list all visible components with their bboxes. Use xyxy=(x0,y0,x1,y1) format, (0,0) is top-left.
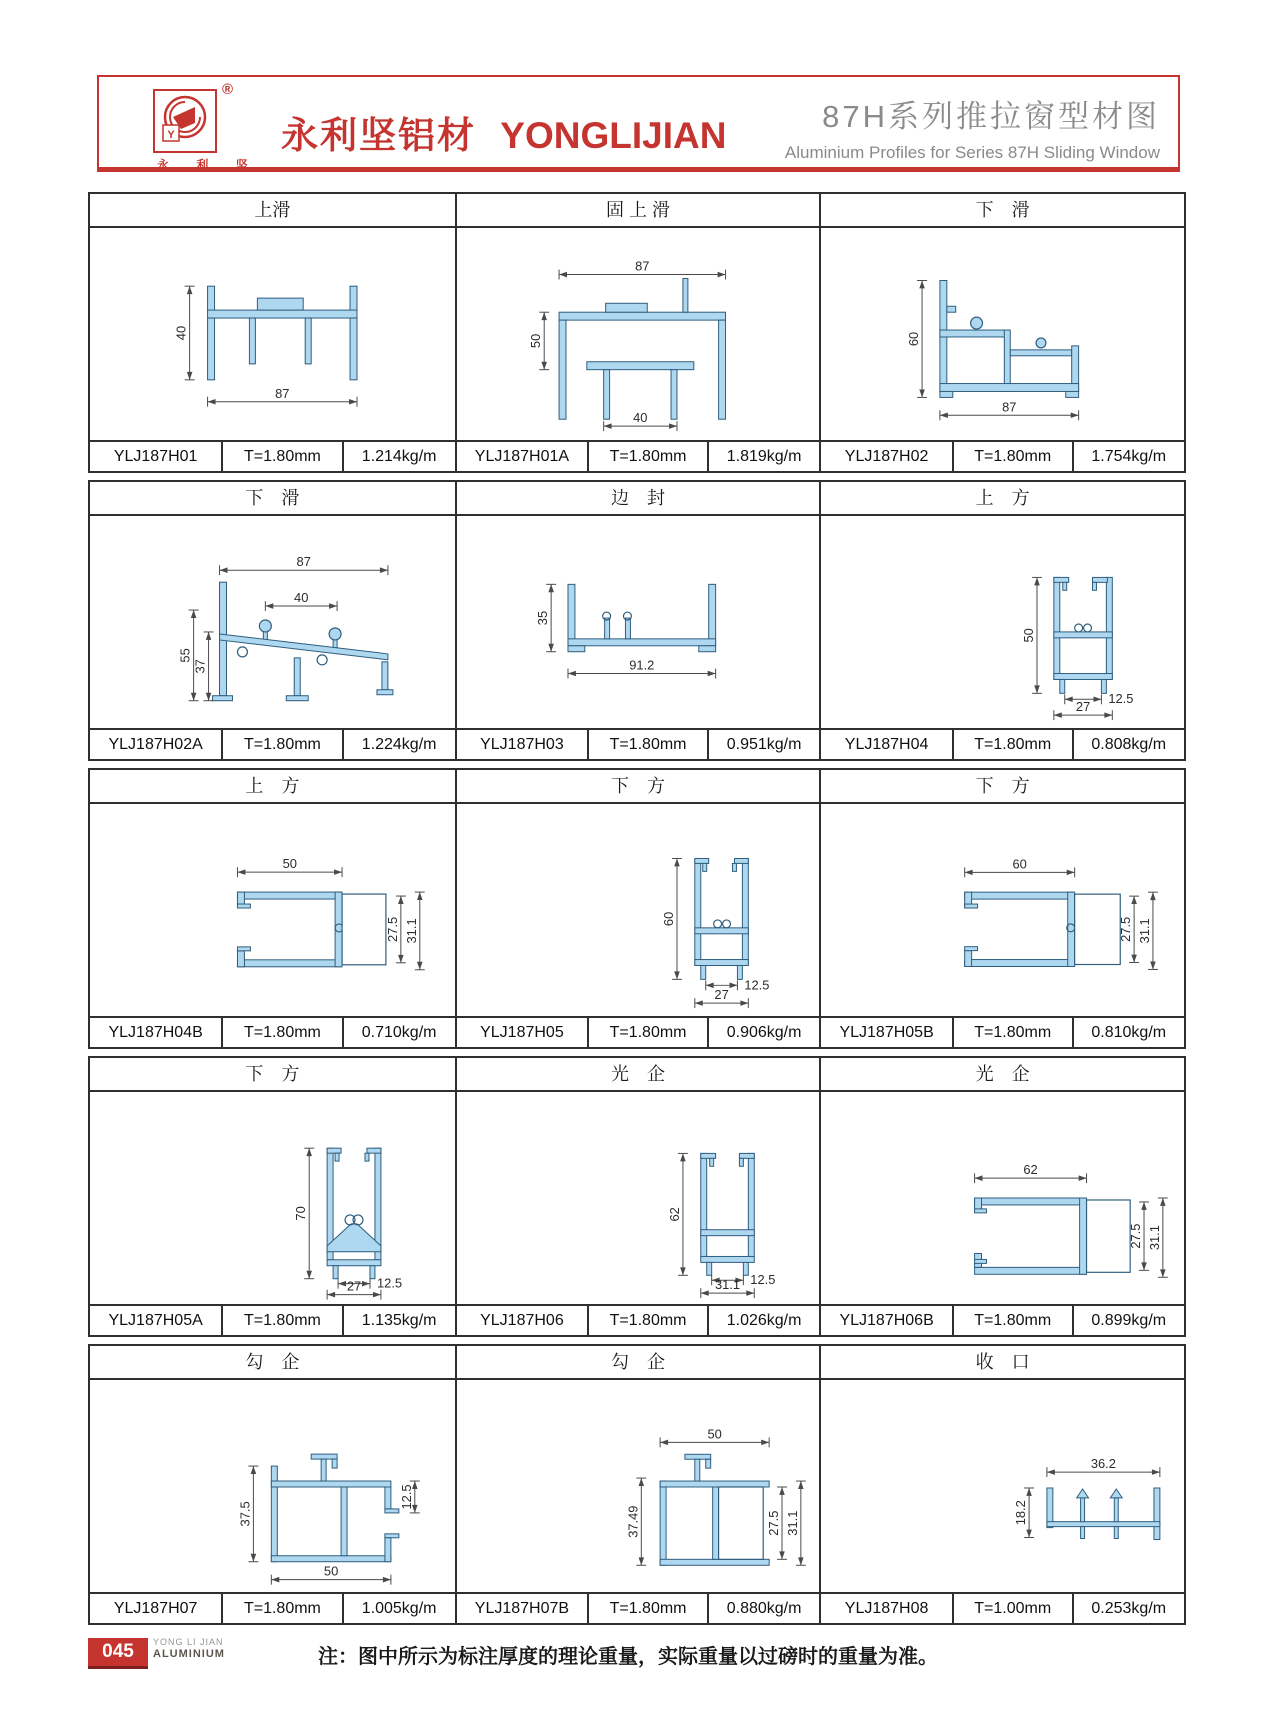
profile-cell-YLJ187H02 xyxy=(819,194,1184,471)
svg-text:27: 27 xyxy=(1076,699,1091,715)
svg-text:40: 40 xyxy=(632,410,648,426)
model-cell: YLJ187H06B xyxy=(839,1312,934,1329)
badge-brand-top: YONG LI JIAN xyxy=(153,1637,224,1647)
svg-text:31.1: 31.1 xyxy=(784,1510,800,1536)
profile-cell-YLJ187H01 xyxy=(90,194,455,471)
profile-cell-YLJ187H03 xyxy=(455,482,820,759)
thickness-cell: T=1.80mm xyxy=(587,1306,707,1335)
svg-text:27.5: 27.5 xyxy=(765,1510,781,1536)
model-cell: YLJ187H02A xyxy=(108,736,203,753)
profile-drawing xyxy=(821,228,1184,440)
thickness-cell: T=1.00mm xyxy=(952,1594,1072,1623)
weight-cell: 0.253kg/m xyxy=(1072,1594,1184,1623)
profile-drawing-area xyxy=(457,228,820,440)
profile-row xyxy=(88,192,1186,473)
registered-mark: ® xyxy=(221,81,233,98)
profile-cell-YLJ187H08 xyxy=(819,1346,1184,1623)
profile-title: 上 方 xyxy=(821,482,1184,516)
profile-spec-row xyxy=(457,440,820,471)
weight-cell: 0.880kg/m xyxy=(707,1594,819,1623)
svg-text:27.5: 27.5 xyxy=(384,916,400,943)
profile-title: 收 口 xyxy=(821,1346,1184,1380)
profile-cell-YLJ187H04B xyxy=(90,770,455,1047)
svg-text:Y: Y xyxy=(167,129,175,141)
profile-drawing-area xyxy=(457,1380,820,1592)
weight-cell: 1.214kg/m xyxy=(342,442,455,471)
svg-text:12.5: 12.5 xyxy=(744,977,770,993)
svg-text:27.5: 27.5 xyxy=(1118,916,1134,942)
profile-spec-row xyxy=(457,1304,820,1335)
profile-row xyxy=(88,1344,1186,1625)
svg-text:50: 50 xyxy=(323,1563,339,1579)
profile-cell-YLJ187H05 xyxy=(455,770,820,1047)
profile-cell-YLJ187H07B xyxy=(455,1346,820,1623)
svg-text:91.2: 91.2 xyxy=(628,657,654,673)
weight-cell: 1.819kg/m xyxy=(707,442,819,471)
brand-name-cn: 永利坚铝材 xyxy=(281,115,476,156)
profile-cell-YLJ187H04 xyxy=(819,482,1184,759)
yonglijian-logo xyxy=(153,81,233,153)
profile-title: 下 滑 xyxy=(821,194,1184,228)
profile-cell-YLJ187H06B xyxy=(819,1058,1184,1335)
page-number-badge xyxy=(88,1638,225,1669)
model-cell: YLJ187H05 xyxy=(480,1024,564,1041)
model-cell: YLJ187H07 xyxy=(113,1600,198,1617)
model-cell: YLJ187H02 xyxy=(844,448,929,465)
profile-spec-row xyxy=(90,1304,455,1335)
profile-title: 勾 企 xyxy=(457,1346,820,1380)
weight-cell: 1.026kg/m xyxy=(707,1306,819,1335)
profile-cell-YLJ187H05A xyxy=(90,1058,455,1335)
brand-name xyxy=(281,105,726,159)
svg-text:50: 50 xyxy=(1021,628,1037,643)
logo-caption: 永 利 坚 xyxy=(157,158,260,172)
profile-drawing-area xyxy=(457,1092,820,1304)
thickness-cell: T=1.80mm xyxy=(587,730,707,759)
svg-text:31.1: 31.1 xyxy=(403,918,419,944)
weight-cell: 0.808kg/m xyxy=(1072,730,1184,759)
profile-drawing xyxy=(457,1380,820,1592)
weight-cell: 1.754kg/m xyxy=(1072,442,1184,471)
svg-text:87: 87 xyxy=(634,258,650,274)
profile-title: 固 上 滑 xyxy=(457,194,820,228)
profile-row xyxy=(88,480,1186,761)
model-cell: YLJ187H05B xyxy=(839,1024,934,1041)
profile-spec-row xyxy=(821,440,1184,471)
badge-brand-bottom: ALUMINIUM xyxy=(153,1647,225,1660)
svg-text:87: 87 xyxy=(275,385,290,401)
profile-drawing-area xyxy=(457,516,820,728)
svg-text:50: 50 xyxy=(282,856,297,872)
page-footer xyxy=(88,1638,1186,1678)
profile-title: 边 封 xyxy=(457,482,820,516)
brand-logo-area xyxy=(145,81,260,173)
sheet-title-en: Aluminium Profiles for Series 87H Sliding Window xyxy=(784,143,1160,162)
model-cell: YLJ187H03 xyxy=(480,736,564,753)
profile-spec-row xyxy=(821,1304,1184,1335)
weight-cell: 0.951kg/m xyxy=(707,730,819,759)
profile-drawing-area xyxy=(90,1092,455,1304)
profile-title: 下 方 xyxy=(821,770,1184,804)
profile-drawing xyxy=(90,1092,455,1304)
profile-cell-YLJ187H07 xyxy=(90,1346,455,1623)
svg-text:60: 60 xyxy=(1012,856,1028,872)
profile-drawing-area xyxy=(90,804,455,1016)
svg-text:50: 50 xyxy=(527,333,543,349)
thickness-cell: T=1.80mm xyxy=(221,1018,341,1047)
profile-spec-row xyxy=(457,1016,820,1047)
profile-title: 勾 企 xyxy=(90,1346,455,1380)
svg-text:60: 60 xyxy=(906,331,922,347)
profile-spec-row xyxy=(821,1016,1184,1047)
svg-text:62: 62 xyxy=(1023,1162,1039,1178)
weight-cell: 0.810kg/m xyxy=(1072,1018,1184,1047)
svg-text:27: 27 xyxy=(714,987,729,1003)
profile-row xyxy=(88,768,1186,1049)
profile-cell-YLJ187H02A xyxy=(90,482,455,759)
svg-text:12.5: 12.5 xyxy=(376,1275,403,1291)
svg-text:36.2: 36.2 xyxy=(1091,1456,1117,1472)
thickness-cell: T=1.80mm xyxy=(952,442,1072,471)
thickness-cell: T=1.80mm xyxy=(221,1306,341,1335)
weight-cell: 0.710kg/m xyxy=(342,1018,455,1047)
profile-drawing-area xyxy=(90,228,455,440)
model-cell: YLJ187H04 xyxy=(844,736,929,753)
profile-drawing-area xyxy=(821,228,1184,440)
profile-spec-row xyxy=(90,1592,455,1623)
weight-note: 注：图中所示为标注厚度的理论重量，实际重量以过磅时的重量为准。 xyxy=(318,1646,938,1668)
weight-cell: 0.899kg/m xyxy=(1072,1306,1184,1335)
sheet-title-cn: 87H系列推拉窗型材图 xyxy=(822,99,1160,134)
model-cell: YLJ187H04B xyxy=(108,1024,203,1041)
profile-title: 上 方 xyxy=(90,770,455,804)
svg-text:27: 27 xyxy=(346,1278,362,1294)
profile-cell-YLJ187H06 xyxy=(455,1058,820,1335)
svg-text:31.1: 31.1 xyxy=(1137,918,1153,944)
profile-drawing-area xyxy=(821,1092,1184,1304)
profile-drawing xyxy=(821,516,1184,728)
profile-drawing xyxy=(457,804,820,1016)
thickness-cell: T=1.80mm xyxy=(587,1594,707,1623)
page-number: 045 xyxy=(88,1638,148,1669)
svg-text:62: 62 xyxy=(666,1207,682,1222)
badge-brand xyxy=(153,1638,225,1660)
thickness-cell: T=1.80mm xyxy=(952,1306,1072,1335)
svg-text:60: 60 xyxy=(660,911,676,927)
profile-grid xyxy=(88,192,1186,1632)
profile-drawing-area xyxy=(90,1380,455,1592)
profile-drawing xyxy=(457,228,820,440)
profile-spec-row xyxy=(90,728,455,759)
svg-text:31.1: 31.1 xyxy=(1147,1225,1163,1251)
svg-text:37.5: 37.5 xyxy=(237,1501,253,1527)
svg-text:12.5: 12.5 xyxy=(749,1272,776,1288)
profile-spec-row xyxy=(457,1592,820,1623)
profile-title: 光 企 xyxy=(457,1058,820,1092)
svg-text:18.2: 18.2 xyxy=(1013,1500,1029,1526)
profile-spec-row xyxy=(821,1592,1184,1623)
weight-cell: 1.224kg/m xyxy=(342,730,455,759)
profile-title: 下 滑 xyxy=(90,482,455,516)
svg-text:55: 55 xyxy=(177,648,193,663)
brand-name-en: YONGLIJIAN xyxy=(500,115,727,156)
model-cell: YLJ187H01A xyxy=(474,448,570,465)
svg-text:50: 50 xyxy=(707,1426,722,1442)
profile-spec-row xyxy=(457,728,820,759)
svg-text:40: 40 xyxy=(294,590,309,606)
svg-text:27.5: 27.5 xyxy=(1128,1223,1144,1249)
profile-title: 下 方 xyxy=(457,770,820,804)
svg-text:40: 40 xyxy=(173,325,189,341)
profile-drawing-area xyxy=(457,804,820,1016)
svg-text:35: 35 xyxy=(534,610,550,626)
thickness-cell: T=1.80mm xyxy=(587,1018,707,1047)
profile-drawing-area xyxy=(90,516,455,728)
profile-drawing-area xyxy=(821,804,1184,1016)
thickness-cell: T=1.80mm xyxy=(221,1594,341,1623)
profile-drawing-area xyxy=(821,1380,1184,1592)
profile-drawing xyxy=(821,1092,1184,1304)
svg-text:31.1: 31.1 xyxy=(714,1277,740,1293)
weight-cell: 1.135kg/m xyxy=(342,1306,455,1335)
svg-text:12.5: 12.5 xyxy=(1108,691,1134,707)
profile-title: 下 方 xyxy=(90,1058,455,1092)
weight-cell: 0.906kg/m xyxy=(707,1018,819,1047)
model-cell: YLJ187H05A xyxy=(108,1312,203,1329)
profile-drawing xyxy=(90,228,455,440)
page-header xyxy=(97,75,1180,172)
thickness-cell: T=1.80mm xyxy=(587,442,707,471)
profile-spec-row xyxy=(90,1016,455,1047)
profile-title: 光 企 xyxy=(821,1058,1184,1092)
model-cell: YLJ187H06 xyxy=(480,1312,564,1329)
profile-drawing-area xyxy=(821,516,1184,728)
model-cell: YLJ187H01 xyxy=(113,448,198,465)
profile-row xyxy=(88,1056,1186,1337)
sheet-title-block xyxy=(785,91,1160,163)
thickness-cell: T=1.80mm xyxy=(221,442,341,471)
profile-title: 上滑 xyxy=(90,194,455,228)
model-cell: YLJ187H08 xyxy=(844,1600,929,1617)
thickness-cell: T=1.80mm xyxy=(221,730,341,759)
profile-drawing xyxy=(457,516,820,728)
profile-spec-row xyxy=(90,440,455,471)
svg-text:87: 87 xyxy=(296,554,311,570)
profile-spec-row xyxy=(821,728,1184,759)
profile-drawing xyxy=(457,1092,820,1304)
profile-drawing xyxy=(90,804,455,1016)
profile-drawing xyxy=(90,516,455,728)
profile-drawing xyxy=(821,1380,1184,1592)
logo-mark-icon xyxy=(155,91,211,147)
thickness-cell: T=1.80mm xyxy=(952,730,1072,759)
profile-cell-YLJ187H01A xyxy=(455,194,820,471)
svg-text:70: 70 xyxy=(293,1206,309,1221)
svg-text:37: 37 xyxy=(192,659,208,674)
profile-cell-YLJ187H05B xyxy=(819,770,1184,1047)
thickness-cell: T=1.80mm xyxy=(952,1018,1072,1047)
svg-text:37.49: 37.49 xyxy=(625,1505,641,1538)
svg-text:87: 87 xyxy=(1002,399,1017,415)
profile-drawing xyxy=(90,1380,455,1592)
svg-text:12.5: 12.5 xyxy=(398,1484,414,1510)
model-cell: YLJ187H07B xyxy=(474,1600,570,1617)
profile-drawing xyxy=(821,804,1184,1016)
weight-cell: 1.005kg/m xyxy=(342,1594,455,1623)
